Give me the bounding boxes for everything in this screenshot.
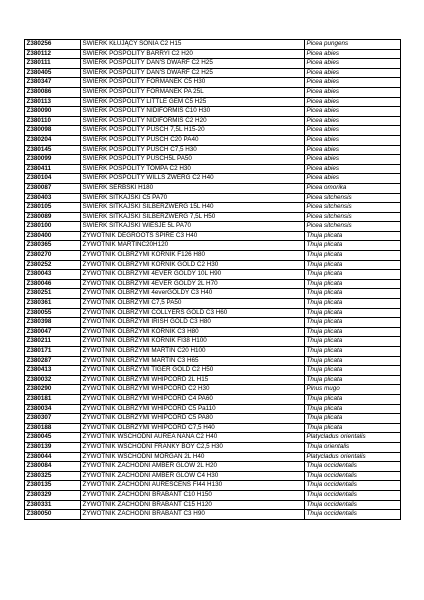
table-row	[25, 394, 401, 404]
product-name-cell: ŚWIERK POSPOLITY DAN'S DWARF C2 H25	[81, 59, 305, 69]
latin-name-cell: Platycladus orientalis	[305, 452, 401, 462]
product-code-cell: Z380365	[25, 241, 81, 251]
product-code-cell: Z380090	[25, 107, 81, 117]
product-code-cell: Z380105	[25, 203, 81, 213]
product-code-cell: Z380171	[25, 347, 81, 357]
latin-name-cell: Thuja plicata	[305, 251, 401, 261]
latin-name-cell: Thuja plicata	[305, 241, 401, 251]
product-name-cell: ŻYWOTNIK OLBRZYMI WHIPCORD C7,5 H40	[81, 423, 305, 433]
latin-name-cell: Picea abies	[305, 174, 401, 184]
product-name-cell: ŻYWOTNIK OLBRZYMI KÓRNIK GOLD C2 H30	[81, 260, 305, 270]
product-code-cell: Z380110	[25, 116, 81, 126]
latin-name-cell: Thuja occidentalis	[305, 490, 401, 500]
latin-name-cell: Thuja plicata	[305, 366, 401, 376]
product-code-cell: Z380270	[25, 251, 81, 261]
product-name-cell: ŻYWOTNIK WSCHODNI AUREA NANA C2 H40	[81, 433, 305, 443]
product-name-cell: ŻYWOTNIK OLBRZYMI 4everGOLDY C3 H40	[81, 289, 305, 299]
product-name-cell: ŚWIERK POSPOLITY FORMANEK PA 25L	[81, 87, 305, 97]
product-code-cell: Z380188	[25, 423, 81, 433]
product-code-cell: Z380252	[25, 260, 81, 270]
table-row	[25, 183, 401, 193]
latin-name-cell: Thuja plicata	[305, 394, 401, 404]
table-row	[25, 155, 401, 165]
latin-name-cell: Picea abies	[305, 49, 401, 59]
product-name-cell: ŻYWOTNIK ZACHODNI AMBER GLOW C4 H30	[81, 471, 305, 481]
latin-name-cell: Thuja plicata	[305, 423, 401, 433]
product-name-cell: ŻYWOTNIK ZACHODNI BRABANT C3 H90	[81, 510, 305, 520]
latin-name-cell: Picea abies	[305, 78, 401, 88]
product-code-cell: Z380100	[25, 222, 81, 232]
product-name-cell: ŻYWOTNIK OLBRZYMI MARTIN C20 H100	[81, 347, 305, 357]
product-name-cell: ŻYWOTNIK WSCHODNI MORGAN 2L H40	[81, 452, 305, 462]
product-code-cell: Z380047	[25, 327, 81, 337]
product-name-cell: ŻYWOTNIK OLBRZYMI WHIPCORD C5 Pa110	[81, 404, 305, 414]
table-row	[25, 203, 401, 213]
table-row	[25, 78, 401, 88]
product-code-cell: Z380084	[25, 462, 81, 472]
table-row	[25, 49, 401, 59]
product-name-cell: ŚWIERK SERBSKI H180	[81, 183, 305, 193]
latin-name-cell: Thuja plicata	[305, 270, 401, 280]
table-row	[25, 481, 401, 491]
latin-name-cell: Thuja occidentalis	[305, 500, 401, 510]
table-row	[25, 241, 401, 251]
product-code-cell: Z380098	[25, 126, 81, 136]
table-row	[25, 97, 401, 107]
product-name-cell: ŻYWOTNIK WSCHODNI FRANKY BOY C2,5 H30	[81, 442, 305, 452]
table-row	[25, 347, 401, 357]
table-row	[25, 385, 401, 395]
table-row	[25, 490, 401, 500]
table-row	[25, 279, 401, 289]
latin-name-cell: Thuja plicata	[305, 347, 401, 357]
table-row	[25, 59, 401, 69]
table-row	[25, 270, 401, 280]
table-row	[25, 471, 401, 481]
latin-name-cell: Picea abies	[305, 68, 401, 78]
latin-name-cell: Thuja plicata	[305, 337, 401, 347]
product-code-cell: Z380044	[25, 452, 81, 462]
product-name-cell: ŻYWOTNIK OLBRZYMI WHIPCORD C4 PA60	[81, 394, 305, 404]
product-code-cell: Z380112	[25, 49, 81, 59]
table-row	[25, 289, 401, 299]
product-name-cell: ŚWIERK POSPOLITY NIDIFORMIS C2 H20	[81, 116, 305, 126]
product-code-cell: Z380256	[25, 40, 81, 50]
product-name-cell: ŻYWOTNIK ZACHODNI AURESCENS FI44 H130	[81, 481, 305, 491]
table-row	[25, 222, 401, 232]
product-name-cell: ŚWIERK KŁUJĄCY SONIA C2 H15	[81, 40, 305, 50]
table-row	[25, 68, 401, 78]
latin-name-cell: Platycladus orientalis	[305, 433, 401, 443]
latin-name-cell: Thuja plicata	[305, 327, 401, 337]
product-name-cell: ŻYWOTNIK OLBRZYMI 4EVER GOLDY 2L H70	[81, 279, 305, 289]
table-row	[25, 231, 401, 241]
table-row	[25, 107, 401, 117]
table-row	[25, 500, 401, 510]
product-name-cell: ŻYWOTNIK ZACHODNI BRABANT C10 H150	[81, 490, 305, 500]
product-code-cell: Z380099	[25, 155, 81, 165]
table-row	[25, 260, 401, 270]
table-body	[25, 40, 401, 520]
latin-name-cell: Picea abies	[305, 155, 401, 165]
latin-name-cell: Picea omorika	[305, 183, 401, 193]
product-code-cell: Z380046	[25, 279, 81, 289]
product-code-cell: Z380113	[25, 97, 81, 107]
product-name-cell: ŻYWOTNIK OLBRZYMI TIGER GOLD C2 H50	[81, 366, 305, 376]
table-row	[25, 510, 401, 520]
product-code-cell: Z380087	[25, 183, 81, 193]
product-name-cell: ŻYWOTNIK OLBRZYMI WHIPCORD C5 PA80	[81, 414, 305, 424]
product-name-cell: ŻYWOTNIK OLBRZYMI C7,5 PA50	[81, 299, 305, 309]
product-name-cell: ŚWIERK POSPOLITY WILLS ZWERG C2 H40	[81, 174, 305, 184]
product-code-cell: Z380034	[25, 404, 81, 414]
product-name-cell: ŻYWOTNIK OLBRZYMI WHIPCORD C2 H30	[81, 385, 305, 395]
product-name-cell: ŚWIERK POSPOLITY PUSCH5L PA50	[81, 155, 305, 165]
table-row	[25, 327, 401, 337]
product-code-cell: Z380398	[25, 318, 81, 328]
product-name-cell: ŚWIERK SITKAJSKI C5 PA70	[81, 193, 305, 203]
product-name-cell: ŚWIERK SITKAJSKI WIESJE 5L PA70	[81, 222, 305, 232]
latin-name-cell: Thuja plicata	[305, 414, 401, 424]
product-name-cell: ŚWIERK POSPOLITY NIDIFORMIS C10 H30	[81, 107, 305, 117]
table-row	[25, 87, 401, 97]
product-name-cell: ŚWIERK POSPOLITY DAN'S DWARF C2 H25	[81, 68, 305, 78]
table-row	[25, 40, 401, 50]
latin-name-cell: Thuja occidentalis	[305, 510, 401, 520]
product-name-cell: ŚWIERK POSPOLITY PUSCH 7,5L H15-20	[81, 126, 305, 136]
product-code-cell: Z380405	[25, 68, 81, 78]
product-name-cell: ŻYWOTNIK OLBRZYMI KÓRNIK FI38 H100	[81, 337, 305, 347]
table-row	[25, 145, 401, 155]
product-code-cell: Z380403	[25, 193, 81, 203]
latin-name-cell: Thuja occidentalis	[305, 471, 401, 481]
table-row	[25, 135, 401, 145]
latin-name-cell: Picea abies	[305, 59, 401, 69]
product-name-cell: ŚWIERK POSPOLITY LITTLE GEM C5 H25	[81, 97, 305, 107]
product-code-cell: Z380145	[25, 145, 81, 155]
table-row	[25, 126, 401, 136]
product-name-cell: ŻYWOTNIK DEGROOTS SPIRE C3 H40	[81, 231, 305, 241]
product-name-cell: ŻYWOTNIK ZACHODNI BRABANT C15 H120	[81, 500, 305, 510]
product-code-cell: Z380251	[25, 289, 81, 299]
product-name-cell: ŚWIERK SITKAJSKI SILBERZWERG 15L H40	[81, 203, 305, 213]
latin-name-cell: Thuja plicata	[305, 404, 401, 414]
latin-name-cell: Picea abies	[305, 107, 401, 117]
latin-name-cell: Thuja plicata	[305, 279, 401, 289]
latin-name-cell: Thuja plicata	[305, 318, 401, 328]
product-name-cell: ŻYWOTNIK OLBRZYMI MARTIN C3 H65	[81, 356, 305, 366]
latin-name-cell: Picea sitchensis	[305, 193, 401, 203]
product-code-cell: Z380032	[25, 375, 81, 385]
product-code-cell: Z380361	[25, 299, 81, 309]
table-row	[25, 404, 401, 414]
table-row	[25, 414, 401, 424]
latin-name-cell: Thuja plicata	[305, 260, 401, 270]
table-row	[25, 462, 401, 472]
latin-name-cell: Picea abies	[305, 116, 401, 126]
table-row	[25, 423, 401, 433]
product-name-cell: ŚWIERK POSPOLITY FORMANEK C5 H30	[81, 78, 305, 88]
latin-name-cell: Picea abies	[305, 97, 401, 107]
table-row	[25, 164, 401, 174]
product-name-cell: ŻYWOTNIK ZACHODNI AMBER GLOW 2L H20	[81, 462, 305, 472]
latin-name-cell: Picea abies	[305, 145, 401, 155]
product-code-cell: Z380043	[25, 270, 81, 280]
product-code-cell: Z380111	[25, 59, 81, 69]
product-name-cell: ŚWIERK POSPOLITY PUSCH C20 PA40	[81, 135, 305, 145]
product-code-cell: Z380045	[25, 433, 81, 443]
product-name-cell: ŚWIERK POSPOLITY TOMPA C2 H30	[81, 164, 305, 174]
product-name-cell: ŻYWOTNIK OLBRZYMI COLLYERS GOLD C3 H60	[81, 308, 305, 318]
latin-name-cell: Pinus mugo	[305, 385, 401, 395]
latin-name-cell: Picea sitchensis	[305, 222, 401, 232]
product-code-cell: Z380329	[25, 490, 81, 500]
product-code-cell: Z380204	[25, 135, 81, 145]
latin-name-cell: Thuja plicata	[305, 299, 401, 309]
product-code-cell: Z380307	[25, 414, 81, 424]
product-name-cell: ŻYWOTNIK MARTINC20H120	[81, 241, 305, 251]
latin-name-cell: Picea abies	[305, 126, 401, 136]
latin-name-cell: Thuja plicata	[305, 289, 401, 299]
product-name-cell: ŚWIERK POSPOLITY BARRYI C2 H20	[81, 49, 305, 59]
product-code-cell: Z380055	[25, 308, 81, 318]
product-code-cell: Z380290	[25, 385, 81, 395]
table-row	[25, 356, 401, 366]
product-name-cell: ŻYWOTNIK OLBRZYMI KÓRNIK C3 H80	[81, 327, 305, 337]
product-code-cell: Z380287	[25, 356, 81, 366]
latin-name-cell: Picea abies	[305, 135, 401, 145]
product-code-cell: Z380413	[25, 366, 81, 376]
latin-name-cell: Thuja occidentalis	[305, 462, 401, 472]
table-row	[25, 174, 401, 184]
table-row	[25, 299, 401, 309]
product-code-cell: Z380089	[25, 212, 81, 222]
product-name-cell: ŻYWOTNIK OLBRZYMI WHIPCORD 2L H15	[81, 375, 305, 385]
table-row	[25, 452, 401, 462]
latin-name-cell: Picea abies	[305, 164, 401, 174]
plant-catalog-table	[24, 39, 401, 520]
product-code-cell: Z380400	[25, 231, 81, 241]
latin-name-cell: Thuja occidentalis	[305, 481, 401, 491]
table-row	[25, 442, 401, 452]
latin-name-cell: Picea abies	[305, 87, 401, 97]
latin-name-cell: Thuja plicata	[305, 308, 401, 318]
latin-name-cell: Thuja plicata	[305, 356, 401, 366]
latin-name-cell: Thuja plicata	[305, 375, 401, 385]
product-code-cell: Z380086	[25, 87, 81, 97]
product-code-cell: Z380325	[25, 471, 81, 481]
table-row	[25, 308, 401, 318]
product-code-cell: Z380331	[25, 500, 81, 510]
latin-name-cell: Picea pungens	[305, 40, 401, 50]
latin-name-cell: Thuja orientalis	[305, 442, 401, 452]
table-row	[25, 193, 401, 203]
table-row	[25, 337, 401, 347]
product-code-cell: Z380181	[25, 394, 81, 404]
product-code-cell: Z380139	[25, 442, 81, 452]
table-row	[25, 318, 401, 328]
latin-name-cell: Picea sitchensis	[305, 203, 401, 213]
product-name-cell: ŻYWOTNIK OLBRZYMI KÓRNIK F126 H80	[81, 251, 305, 261]
table-row	[25, 375, 401, 385]
latin-name-cell: Picea sitchensis	[305, 212, 401, 222]
product-sheet	[24, 39, 401, 520]
table-row	[25, 212, 401, 222]
table-row	[25, 366, 401, 376]
table-row	[25, 433, 401, 443]
table-row	[25, 251, 401, 261]
product-code-cell: Z380135	[25, 481, 81, 491]
product-name-cell: ŻYWOTNIK OLBRZYMI IRISH GOLD C3 H80	[81, 318, 305, 328]
table-row	[25, 116, 401, 126]
product-code-cell: Z380347	[25, 78, 81, 88]
latin-name-cell: Thuja plicata	[305, 231, 401, 241]
product-code-cell: Z380411	[25, 164, 81, 174]
product-name-cell: ŚWIERK POSPOLITY PUSCH C7,5 H30	[81, 145, 305, 155]
product-name-cell: ŻYWOTNIK OLBRZYMI 4EVER GOLDY 10L H90	[81, 270, 305, 280]
product-code-cell: Z380211	[25, 337, 81, 347]
product-code-cell: Z380104	[25, 174, 81, 184]
product-code-cell: Z380050	[25, 510, 81, 520]
product-name-cell: ŚWIERK SITKAJSKI SILBERZWERG 7,5L H50	[81, 212, 305, 222]
